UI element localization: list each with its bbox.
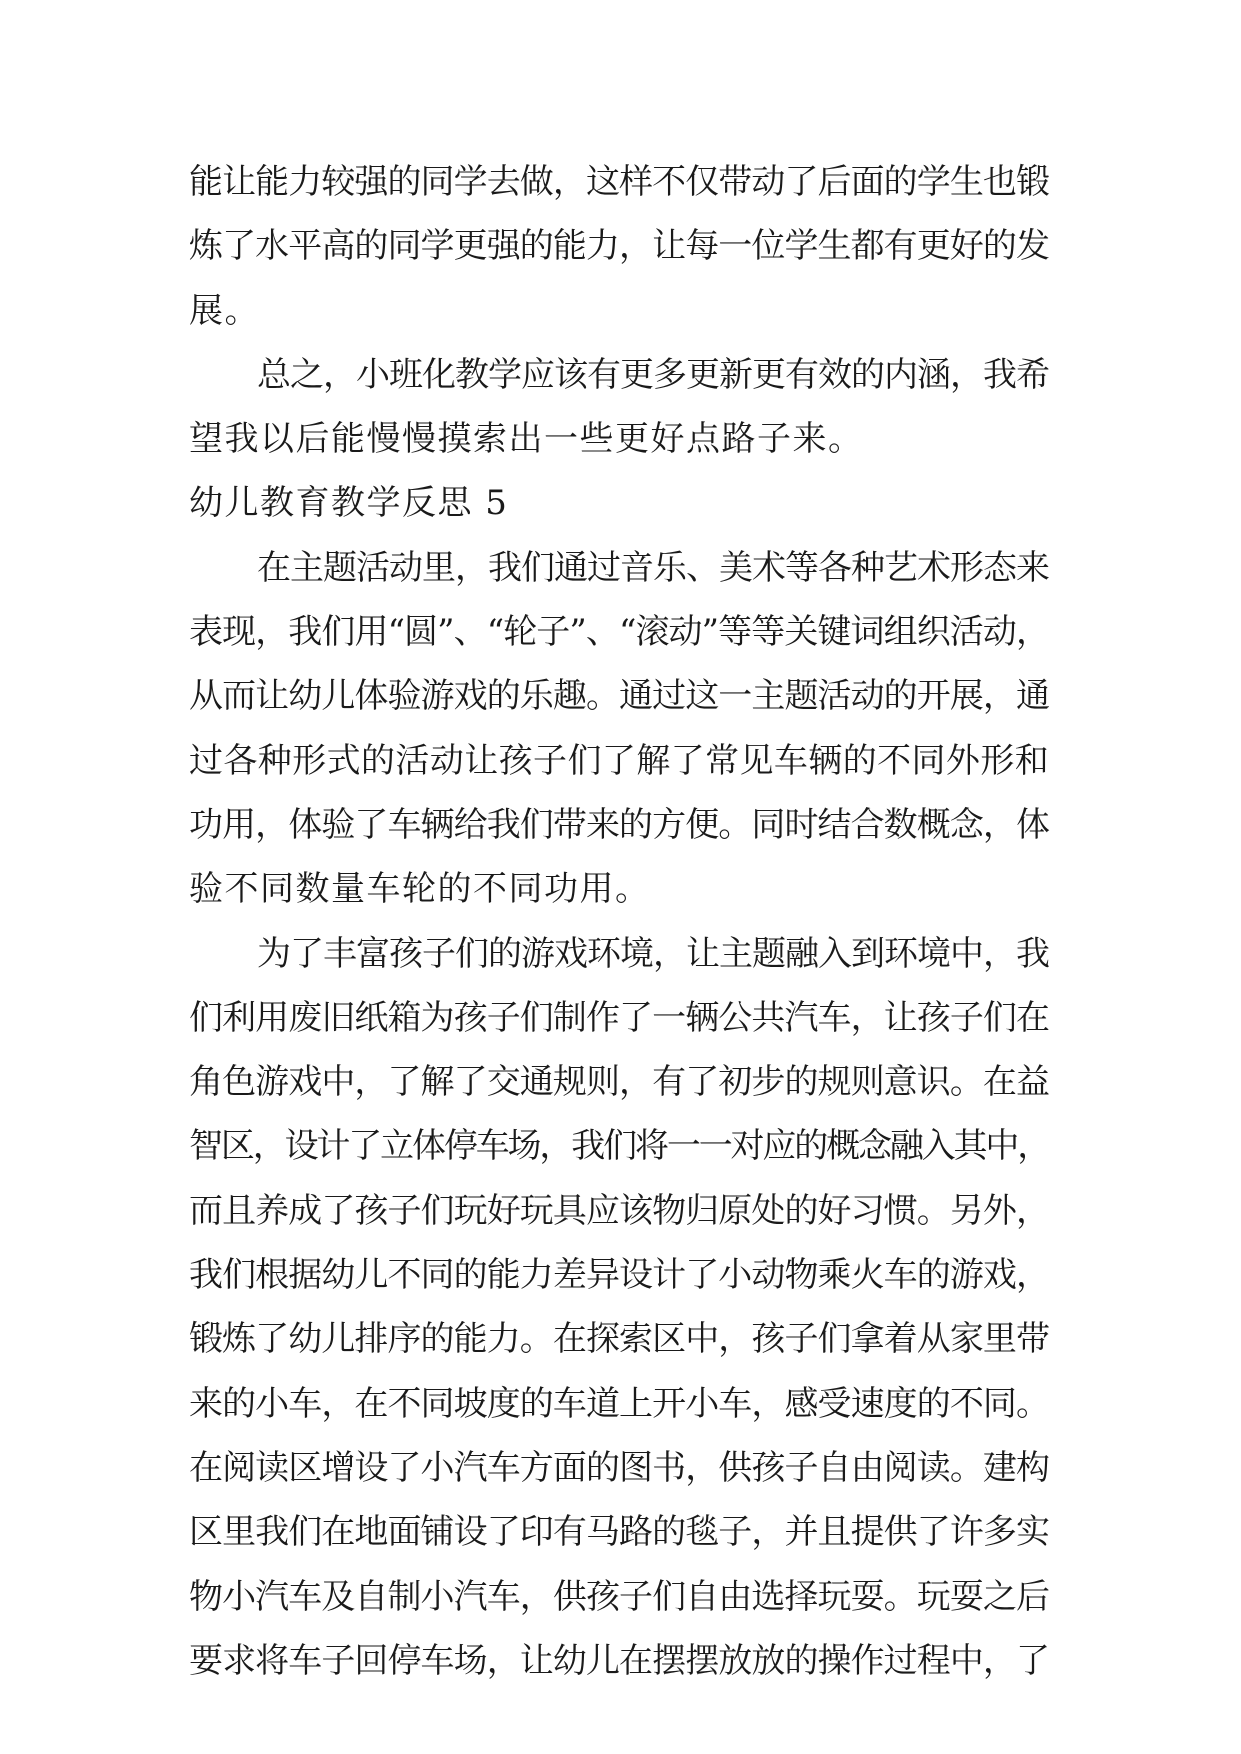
text-line: 从而让幼儿体验游戏的乐趣。通过这一主题活动的开展，通 bbox=[189, 676, 1049, 717]
text-line: 们利用废旧纸箱为孩子们制作了一辆公共汽车，让孩子们在 bbox=[189, 997, 1049, 1038]
text-line: 望我以后能慢慢摸索出一些更好点路子来。 bbox=[189, 419, 864, 460]
text-line: 来的小车，在不同坡度的车道上开小车，感受速度的不同。 bbox=[189, 1383, 1049, 1424]
text-line: 而且养成了孩子们玩好玩具应该物归原处的好习惯。另外， bbox=[189, 1190, 1049, 1231]
text-line: 区里我们在地面铺设了印有马路的毯子，并且提供了许多实 bbox=[189, 1512, 1049, 1553]
text-line: 我们根据幼儿不同的能力差异设计了小动物乘火车的游戏， bbox=[189, 1255, 1049, 1296]
paragraph-first-line: 总之，小班化教学应该有更多更新更有效的内涵，我希 bbox=[257, 354, 1049, 395]
text-line: 要求将车子回停车场，让幼儿在摆摆放放的操作过程中，了 bbox=[189, 1640, 1049, 1681]
section-heading: 幼儿教育教学反思 5 bbox=[189, 483, 509, 524]
text-line: 炼了水平高的同学更强的能力，让每一位学生都有更好的发 bbox=[189, 226, 1049, 267]
text-line: 在阅读区增设了小汽车方面的图书，供孩子自由阅读。建构 bbox=[189, 1447, 1049, 1488]
paragraph-first-line: 为了丰富孩子们的游戏环境，让主题融入到环境中，我 bbox=[257, 933, 1049, 974]
text-line: 能让能力较强的同学去做，这样不仅带动了后面的学生也锻 bbox=[189, 162, 1049, 202]
text-line: 智区，设计了立体停车场，我们将一一对应的概念融入其中， bbox=[189, 1126, 1049, 1167]
text-line: 表现，我们用“圆”、“轮子”、“滚动”等等关键词组织活动， bbox=[189, 612, 1049, 653]
text-line: 过各种形式的活动让孩子们了解了常见车辆的不同外形和 bbox=[189, 740, 1049, 781]
text-line: 功用，体验了车辆给我们带来的方便。同时结合数概念，体 bbox=[189, 804, 1049, 845]
document-body bbox=[189, 150, 1049, 1693]
text-line: 物小汽车及自制小汽车，供孩子们自由选择玩耍。玩耍之后 bbox=[189, 1576, 1049, 1617]
text-line: 角色游戏中，了解了交通规则，有了初步的规则意识。在益 bbox=[189, 1062, 1049, 1103]
paragraph-first-line: 在主题活动里，我们通过音乐、美术等各种艺术形态来 bbox=[257, 547, 1049, 588]
text-line: 验不同数量车轮的不同功用。 bbox=[189, 869, 651, 910]
text-line: 展。 bbox=[189, 290, 260, 331]
text-line: 锻炼了幼儿排序的能力。在探索区中，孩子们拿着从家里带 bbox=[189, 1319, 1049, 1360]
